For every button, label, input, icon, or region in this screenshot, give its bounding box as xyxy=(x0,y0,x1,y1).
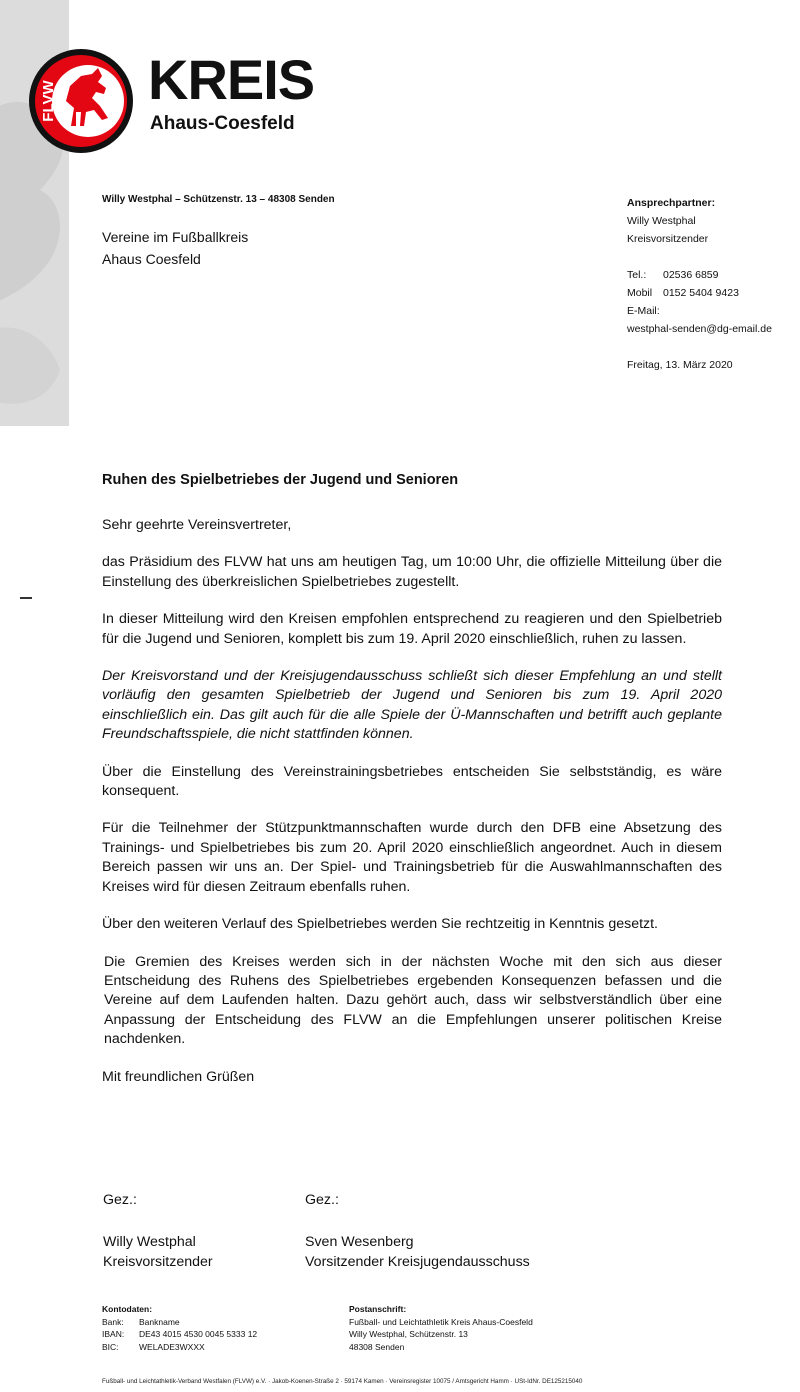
letter-subject: Ruhen des Spielbetriebes der Jugend und Senioren xyxy=(102,472,459,488)
contact-email[interactable]: westphal-senden@dg-email.de xyxy=(627,323,772,335)
fold-mark xyxy=(20,597,32,599)
recipient-line-1: Vereine im Fußballkreis xyxy=(102,229,249,245)
contact-tel: Tel.: 02536 6859 xyxy=(627,269,719,281)
paragraph-3: Der Kreisvorstand und der Kreisjugendausschuss schließt sich dieser Empfehlung an und stellt vorläufig den gesamten Spielbetrieb der Jugend und Senioren bis zum 19. April 2020 einschließlich ein. Das gilt auch für die alle Spiele der Ü-Mannschaften und betrifft auch geplante Freundschaftsspiele, die nicht stattfinden können. xyxy=(102,668,722,743)
post-line-1: Fußball- und Leichtathletik Kreis Ahaus-Coesfeld xyxy=(349,1316,533,1327)
signature-2 xyxy=(305,1190,530,1272)
sender-address-line: Willy Westphal – Schützenstr. 13 – 48308 Senden xyxy=(102,194,335,205)
paragraph-6: Über den weiteren Verlauf des Spielbetriebes werden Sie rechtzeitig in Kenntnis gesetzt. xyxy=(102,916,658,933)
signature-1-gez: Gez.: xyxy=(103,1192,137,1208)
recipient-address xyxy=(102,226,248,270)
signature-1 xyxy=(103,1190,213,1272)
letter-date: Freitag, 13. März 2020 xyxy=(627,359,733,371)
post-line-3: 48308 Senden xyxy=(349,1341,405,1352)
post-heading: Postanschrift: xyxy=(349,1304,407,1314)
salutation: Sehr geehrte Vereinsvertreter, xyxy=(102,517,292,533)
iban-row: IBAN: DE43 4015 4530 0045 5333 12 xyxy=(102,1329,258,1339)
letter-body xyxy=(102,516,722,1105)
flvw-logo xyxy=(26,46,136,161)
paragraph-7: Die Gremien des Kreises werden sich in der nächsten Woche mit den sich aus dieser Entscheidung des Ruhens des Spielbetriebes ergebenden Konsequenzen befassen und die Vereine auf dem Laufenden halten. Dazu gehört auch, dass wir selbstverständlich über eine Anpassung der Entscheidung des FLVW an die Empfehlungen unserer politischen Kreise nachdenken. xyxy=(104,953,722,1048)
closing: Mit freundlichen Grüßen xyxy=(102,1068,255,1085)
logo-title: KREIS xyxy=(148,48,315,111)
paragraph-2: In dieser Mitteilung wird den Kreisen empfohlen entsprechend zu reagieren und den Spielbetrieb für die Jugend und Senioren, komplett bis zum 19. April 2020 einschließlich, ruhen zu lassen. xyxy=(102,611,722,647)
footer-postal-address xyxy=(349,1303,533,1353)
contact-heading: Ansprechpartner: xyxy=(627,197,716,209)
logo-subtitle: Ahaus-Coesfeld xyxy=(150,113,295,134)
recipient-line-2: Ahaus Coesfeld xyxy=(102,251,201,267)
contact-role: Kreisvorsitzender xyxy=(627,233,709,245)
signature-1-role: Kreisvorsitzender xyxy=(103,1254,213,1270)
bank-row: Bank: Bankname xyxy=(102,1316,180,1327)
contact-mobil: Mobil 0152 5404 9423 xyxy=(627,287,739,299)
signature-1-name: Willy Westphal xyxy=(103,1234,196,1250)
legal-footer-line: Fußball- und Leichtathletik-Verband Westfalen (FLVW) e.V. · Jakob-Koenen-Straße 2 · 59174 Kamen · Vereinsregister 10075 / Amtsgericht Hamm · USt-IdNr. DE125215040 xyxy=(102,1378,583,1385)
contact-name: Willy Westphal xyxy=(627,215,696,227)
bank-heading: Kontodaten: xyxy=(102,1304,153,1314)
bic-row: BIC: WELADE3WXXX xyxy=(102,1341,205,1352)
signature-2-name: Sven Wesenberg xyxy=(305,1234,414,1250)
svg-text:FLVW: FLVW xyxy=(40,80,57,122)
footer-bank-details xyxy=(102,1303,257,1353)
post-line-2: Willy Westphal, Schützenstr. 13 xyxy=(349,1329,468,1339)
paragraph-1: das Präsidium des FLVW hat uns am heutigen Tag, um 10:00 Uhr, die offizielle Mitteilung über die Einstellung des überkreislichen Spielbetriebes zugestellt. xyxy=(102,554,722,590)
contact-block xyxy=(627,194,797,374)
signature-2-role: Vorsitzender Kreisjugendausschuss xyxy=(305,1254,530,1270)
paragraph-4: Über die Einstellung des Vereinstrainingsbetriebes entscheiden Sie selbstständig, es wäre konsequent. xyxy=(102,763,722,800)
signature-2-gez: Gez.: xyxy=(305,1192,339,1208)
contact-email-label: E-Mail: xyxy=(627,305,660,317)
paragraph-5: Für die Teilnehmer der Stützpunktmannschaften wurde durch den DFB eine Absetzung des Trainings- und Spielbetriebes bis zum 20. April 2020 einschließlich angeordnet. Auch in diesem Bereich passen wir uns an. Der Spiel- und Trainingsbetrieb für die Auswahlmannschaften des Kreises wird für diesen Zeitraum ebenfalls ruhen. xyxy=(102,820,722,895)
